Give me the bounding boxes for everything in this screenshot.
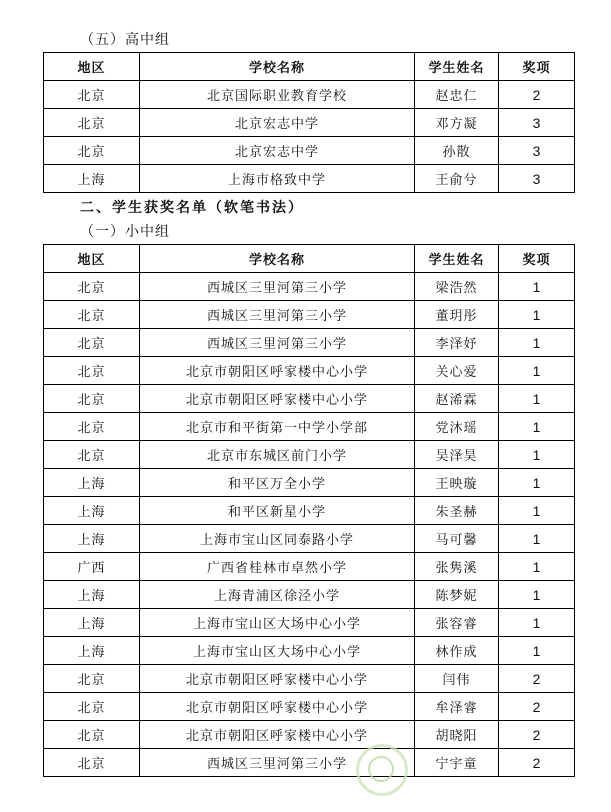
cell-region: 上海 bbox=[44, 581, 140, 609]
cell-school-name: 北京市和平街第一中学小学部 bbox=[140, 413, 415, 441]
table-row bbox=[44, 357, 575, 385]
cell-student-name: 李泽妤 bbox=[415, 329, 499, 357]
table-header-row bbox=[44, 245, 575, 273]
cell-award: 1 bbox=[499, 525, 575, 553]
cell-award: 1 bbox=[499, 413, 575, 441]
cell-school-name: 上海市宝山区大场中心小学 bbox=[140, 609, 415, 637]
cell-award: 2 bbox=[499, 693, 575, 721]
cell-award: 1 bbox=[499, 329, 575, 357]
table-row bbox=[44, 665, 575, 693]
cell-school-name: 西城区三里河第三小学 bbox=[140, 301, 415, 329]
cell-school-name: 和平区新星小学 bbox=[140, 497, 415, 525]
cell-school-name: 北京宏志中学 bbox=[140, 109, 415, 137]
column-header-region: 地区 bbox=[44, 53, 140, 81]
cell-student-name: 党沐瑶 bbox=[415, 413, 499, 441]
cell-award: 1 bbox=[499, 637, 575, 665]
cell-region: 北京 bbox=[44, 385, 140, 413]
cell-school-name: 上海市格致中学 bbox=[140, 165, 415, 193]
table-row bbox=[44, 497, 575, 525]
cell-award: 3 bbox=[499, 165, 575, 193]
table-row bbox=[44, 525, 575, 553]
cell-award: 1 bbox=[499, 385, 575, 413]
table-row bbox=[44, 273, 575, 301]
cell-school-name: 北京市东城区前门小学 bbox=[140, 441, 415, 469]
cell-region: 上海 bbox=[44, 637, 140, 665]
cell-region: 北京 bbox=[44, 109, 140, 137]
cell-student-name: 马可馨 bbox=[415, 525, 499, 553]
cell-school-name: 北京市朝阳区呼家楼中心小学 bbox=[140, 721, 415, 749]
cell-student-name: 张隽溪 bbox=[415, 553, 499, 581]
cell-student-name: 闫伟 bbox=[415, 665, 499, 693]
column-header-student: 学生姓名 bbox=[415, 53, 499, 81]
section-title: 二、学生获奖名单（软笔书法） bbox=[80, 200, 304, 216]
cell-award: 1 bbox=[499, 469, 575, 497]
cell-student-name: 陈梦妮 bbox=[415, 581, 499, 609]
table-row bbox=[44, 581, 575, 609]
cell-student-name: 胡晓阳 bbox=[415, 721, 499, 749]
table-row bbox=[44, 637, 575, 665]
table-row bbox=[44, 385, 575, 413]
cell-student-name: 邓方凝 bbox=[415, 109, 499, 137]
column-header-school: 学校名称 bbox=[140, 245, 415, 273]
table-row bbox=[44, 413, 575, 441]
cell-region: 北京 bbox=[44, 413, 140, 441]
cell-student-name: 王俞兮 bbox=[415, 165, 499, 193]
cell-region: 北京 bbox=[44, 721, 140, 749]
cell-student-name: 赵忠仁 bbox=[415, 81, 499, 109]
cell-student-name: 梁浩然 bbox=[415, 273, 499, 301]
cell-school-name: 西城区三里河第三小学 bbox=[140, 273, 415, 301]
high-school-awards-table bbox=[43, 52, 575, 193]
table-row bbox=[44, 721, 575, 749]
column-header-award: 奖项 bbox=[499, 245, 575, 273]
table-row bbox=[44, 165, 575, 193]
cell-award: 2 bbox=[499, 721, 575, 749]
table-row bbox=[44, 469, 575, 497]
table-row bbox=[44, 749, 575, 777]
table-row bbox=[44, 81, 575, 109]
cell-award: 1 bbox=[499, 301, 575, 329]
cell-student-name: 孙散 bbox=[415, 137, 499, 165]
cell-region: 上海 bbox=[44, 165, 140, 193]
cell-region: 北京 bbox=[44, 81, 140, 109]
table-row bbox=[44, 109, 575, 137]
cell-student-name: 赵浠霖 bbox=[415, 385, 499, 413]
cell-region: 北京 bbox=[44, 357, 140, 385]
cell-student-name: 朱圣赫 bbox=[415, 497, 499, 525]
table-row bbox=[44, 329, 575, 357]
cell-student-name: 张容睿 bbox=[415, 609, 499, 637]
cell-student-name: 关心爱 bbox=[415, 357, 499, 385]
cell-award: 1 bbox=[499, 357, 575, 385]
cell-region: 北京 bbox=[44, 749, 140, 777]
cell-region: 上海 bbox=[44, 525, 140, 553]
cell-student-name: 吴泽昊 bbox=[415, 441, 499, 469]
cell-school-name: 北京市朝阳区呼家楼中心小学 bbox=[140, 693, 415, 721]
cell-school-name: 北京市朝阳区呼家楼中心小学 bbox=[140, 665, 415, 693]
cell-award: 1 bbox=[499, 497, 575, 525]
cell-school-name: 北京市朝阳区呼家楼中心小学 bbox=[140, 385, 415, 413]
cell-student-name: 林作成 bbox=[415, 637, 499, 665]
cell-region: 上海 bbox=[44, 469, 140, 497]
cell-school-name: 广西省桂林市卓然小学 bbox=[140, 553, 415, 581]
cell-school-name: 上海市宝山区大场中心小学 bbox=[140, 637, 415, 665]
column-header-school: 学校名称 bbox=[140, 53, 415, 81]
cell-school-name: 北京国际职业教育学校 bbox=[140, 81, 415, 109]
cell-award: 1 bbox=[499, 609, 575, 637]
column-header-award: 奖项 bbox=[499, 53, 575, 81]
cell-school-name: 上海市宝山区同泰路小学 bbox=[140, 525, 415, 553]
cell-school-name: 北京市朝阳区呼家楼中心小学 bbox=[140, 357, 415, 385]
primary-mid-awards-table bbox=[43, 244, 575, 777]
table-row bbox=[44, 609, 575, 637]
cell-region: 北京 bbox=[44, 137, 140, 165]
table-row bbox=[44, 137, 575, 165]
cell-award: 1 bbox=[499, 441, 575, 469]
cell-student-name: 董玥彤 bbox=[415, 301, 499, 329]
cell-student-name: 王映璇 bbox=[415, 469, 499, 497]
table-row bbox=[44, 553, 575, 581]
cell-award: 2 bbox=[499, 665, 575, 693]
table-header-row bbox=[44, 53, 575, 81]
cell-school-name: 北京宏志中学 bbox=[140, 137, 415, 165]
cell-award: 1 bbox=[499, 581, 575, 609]
cell-award: 3 bbox=[499, 137, 575, 165]
column-header-region: 地区 bbox=[44, 245, 140, 273]
cell-student-name: 宁宇童 bbox=[415, 749, 499, 777]
high-school-group-label: （五）高中组 bbox=[80, 32, 170, 48]
cell-region: 北京 bbox=[44, 441, 140, 469]
cell-school-name: 上海青浦区徐泾小学 bbox=[140, 581, 415, 609]
cell-student-name: 牟泽睿 bbox=[415, 693, 499, 721]
cell-award: 1 bbox=[499, 553, 575, 581]
cell-school-name: 西城区三里河第三小学 bbox=[140, 329, 415, 357]
table-body bbox=[44, 273, 575, 777]
cell-region: 北京 bbox=[44, 693, 140, 721]
cell-region: 北京 bbox=[44, 665, 140, 693]
column-header-student: 学生姓名 bbox=[415, 245, 499, 273]
cell-region: 北京 bbox=[44, 329, 140, 357]
cell-school-name: 西城区三里河第三小学 bbox=[140, 749, 415, 777]
cell-region: 上海 bbox=[44, 497, 140, 525]
cell-award: 2 bbox=[499, 749, 575, 777]
cell-region: 广西 bbox=[44, 553, 140, 581]
cell-award: 2 bbox=[499, 81, 575, 109]
cell-award: 3 bbox=[499, 109, 575, 137]
cell-region: 北京 bbox=[44, 273, 140, 301]
table-row bbox=[44, 441, 575, 469]
cell-award: 1 bbox=[499, 273, 575, 301]
table-body bbox=[44, 81, 575, 193]
cell-region: 上海 bbox=[44, 609, 140, 637]
cell-school-name: 和平区万全小学 bbox=[140, 469, 415, 497]
table-row bbox=[44, 693, 575, 721]
primary-mid-group-label: （一）小中组 bbox=[80, 224, 170, 240]
table-row bbox=[44, 301, 575, 329]
watermark-logo bbox=[356, 744, 408, 796]
cell-region: 北京 bbox=[44, 301, 140, 329]
